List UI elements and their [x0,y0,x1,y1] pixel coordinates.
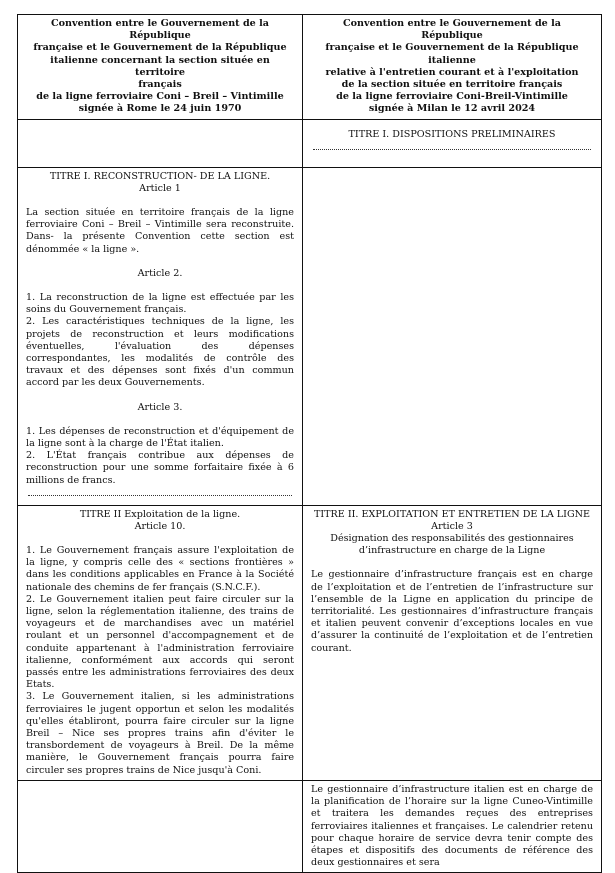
header-line: signée à Rome le 24 juin 1970 [78,103,242,115]
article-text: Le gestionnaire d’infrastructure français est en charge de l’exploitation et de l’entretien de l’infrastructure sur l’ensemble de la Ligne en application du principe de territorialité. Les gestionnaires d’infrastructure français et italien peuvent convenir d’exceptions locales en vue d’assurer la continuité de l’exploitation et de l’entretien courant. [311,569,593,654]
header-line: relative à l'entretien courant et à l'exploitation [325,66,579,78]
article-text: 1. Les dépenses de reconstruction et d'équipement de la ligne sont à la charge de l'État italien. [26,425,294,450]
empty-cell [18,119,303,167]
section-title: TITRE II. EXPLOITATION ET ENTRETIEN DE LA LIGNE [313,508,591,520]
header-line: française et le Gouvernement de la République italienne [325,42,579,66]
ellipsis-divider [28,489,292,496]
header-line: français [138,79,182,91]
article-text: 2. L'État français contribue aux dépenses de reconstruction pour une somme forfaitaire fixée à 6 millions de francs. [26,450,294,486]
titre-1-reconstruction-cell [18,167,303,505]
article-text: Le gestionnaire d’infrastructure italien est en charge de la planification de l’horaire sur la ligne Cuneo-Vintimille et traitera les demandes reçues des entreprises ferroviaires italiennes et françaises. Le calendrier retenu pour chaque horaire de service devra tenir compte des étapes et dispositifs des documents de référence des deux gestionnaires et sera [311,783,593,869]
header-2024-convention [303,15,602,120]
header-line: Convention entre le Gouvernement de la République [343,18,561,42]
article-text: La section située en territoire français de la ligne ferroviaire Coni – Breil – Vintimille sera reconstruite. Dans- la présente Convention cette section est dénommée « la ligne ». [26,207,294,255]
header-line: de la section située en territoire français [341,79,563,91]
article-text: 1. Le Gouvernement français assure l'exploitation de la ligne, y compris celle des « sections frontières » dans les conditions applicables en France à la Société nationale des chemins de fer français (S.N.C.F.). [26,545,294,593]
header-line: de la ligne ferroviaire Coni-Breil-Vintimille [336,91,568,103]
header-1970-convention [18,15,303,120]
titre-2-exploitation-cell [18,505,303,780]
header-line: signée à Milan le 12 avril 2024 [368,103,536,115]
header-line: italienne concernant la section située en territoire [50,54,270,78]
article-subtitle: d’infrastructure en charge de la Ligne [358,545,546,557]
titre-1-preliminaires-cell [303,119,602,167]
article-subtitle: Désignation des responsabilités des gestionnaires [330,533,574,545]
header-line: de la ligne ferroviaire Coni – Breil – Vintimille [36,91,284,103]
section-title: TITRE II Exploitation de la ligne. [79,508,241,520]
article-heading: Article 3 [431,520,473,532]
article-heading: Article 1 [139,182,181,194]
empty-cell [303,167,602,505]
header-line: française et le Gouvernement de la République [33,42,287,54]
titre-2-exploitation-entretien-cell [303,505,602,780]
header-line: Convention entre le Gouvernement de la République [51,18,269,42]
section-title: TITRE I. DISPOSITIONS PRELIMINAIRES [348,128,556,140]
ellipsis-divider [313,143,591,150]
article-text: 2. Le Gouvernement italien peut faire circuler sur la ligne, selon la réglementation italienne, des trains de voyageurs et de marchandises avec un matériel roulant et un personnel d'accompagnement et de conduite appartenant à l'administration ferroviaire italienne, conformément aux accords qui seront passés entre les administrations ferroviaires des deux Etats. [26,593,294,691]
article-text: 3. Le Gouvernement italien, si les administrations ferroviaires le jugent opportun et selon les modalités qu'elles établiront, pourra faire circuler sur la ligne Breil – Nice ses propres trains afin d'éviter le transbordement de voyageurs à Breil. De la même manière, le Gouvernement français pourra faire circuler ses propres trains de Nice jusqu'à Coni. [26,691,294,776]
article-heading: Article 10. [134,520,186,532]
article-text: 1. La reconstruction de la ligne est effectuée par les soins du Gouvernement français. [26,292,294,316]
italian-manager-cell [303,780,602,872]
article-text: 2. Les caractéristiques techniques de la ligne, les projets de reconstruction et leurs modifications éventuelles, l'évaluation des dépenses correspondantes, les modalités de contrôle des travaux et des dépenses sont fixés d'un commun accord par les deux Gouvernements. [26,316,294,389]
comparison-table [17,14,602,873]
section-title: TITRE I. RECONSTRUCTION- DE LA LIGNE. [49,170,271,182]
article-heading: Article 2. [137,267,183,279]
empty-cell [18,780,303,872]
article-heading: Article 3. [137,401,183,413]
